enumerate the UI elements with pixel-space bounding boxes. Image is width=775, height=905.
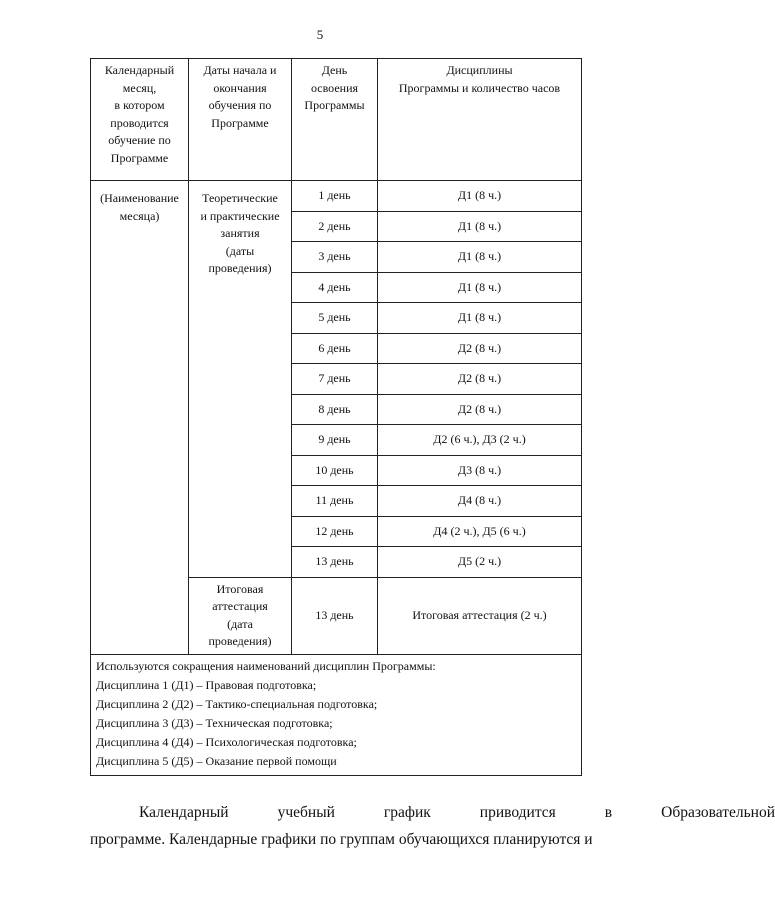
day-cell: 4 день (292, 272, 378, 303)
discipline-cell: Д1 (8 ч.) (378, 211, 582, 242)
day-cell: 3 день (292, 242, 378, 273)
paragraph-word: приводится (479, 804, 556, 821)
day-cell: 13 день (292, 547, 378, 578)
body-paragraph (90, 799, 775, 853)
schedule-table (90, 58, 582, 776)
paragraph-word: Календарный (139, 804, 229, 821)
discipline-cell: Д3 (8 ч.) (378, 455, 582, 486)
discipline-cell: Д2 (6 ч.), Д3 (2 ч.) (378, 425, 582, 456)
header-dates: Даты начала и окончания обучения по Программе (189, 59, 292, 181)
paragraph-line-2: программе. Календарные графики по группам обучающихся планируются и (90, 831, 593, 848)
discipline-cell: Д2 (8 ч.) (378, 394, 582, 425)
abbreviation-line: Дисциплина 5 (Д5) – Оказание первой помощи (96, 753, 337, 768)
final-day-cell: 13 день (292, 577, 378, 654)
day-cell: 11 день (292, 486, 378, 517)
dates-cell: Теоретические и практические занятия (даты проведения) (189, 181, 292, 578)
day-cell: 12 день (292, 516, 378, 547)
day-cell: 5 день (292, 303, 378, 334)
final-discipline-cell: Итоговая аттестация (2 ч.) (378, 577, 582, 654)
discipline-cell: Д4 (2 ч.), Д5 (6 ч.) (378, 516, 582, 547)
final-dates-cell: Итоговая аттестация (дата проведения) (189, 577, 292, 654)
abbreviation-line: Дисциплина 2 (Д2) – Тактико-специальная подготовка; (96, 696, 378, 711)
discipline-cell: Д1 (8 ч.) (378, 242, 582, 273)
month-cell: (Наименование месяца) (91, 181, 189, 655)
discipline-cell: Д1 (8 ч.) (378, 303, 582, 334)
header-day: День освоения Программы (292, 59, 378, 181)
table-row (91, 181, 582, 212)
paragraph-word: график (383, 804, 431, 821)
abbreviation-line: Дисциплина 1 (Д1) – Правовая подготовка; (96, 677, 317, 692)
paragraph-line-1 (90, 799, 775, 826)
abbreviation-line: Дисциплина 4 (Д4) – Психологическая подготовка; (96, 734, 357, 749)
abbreviations-cell (91, 654, 582, 775)
abbreviations-row (91, 654, 582, 775)
paragraph-word: Образовательной (661, 804, 775, 821)
discipline-cell: Д2 (8 ч.) (378, 364, 582, 395)
day-cell: 10 день (292, 455, 378, 486)
day-cell: 2 день (292, 211, 378, 242)
paragraph-word: в (604, 804, 613, 821)
header-month: Календарный месяц, в котором проводится обучение по Программе (91, 59, 189, 181)
day-cell: 9 день (292, 425, 378, 456)
header-disciplines: Дисциплины Программы и количество часов (378, 59, 582, 181)
table-header-row (91, 59, 582, 181)
page-number: 5 (316, 27, 324, 42)
abbreviation-line: Используются сокращения наименований дисциплин Программы: (96, 658, 436, 673)
abbreviation-line: Дисциплина 3 (Д3) – Техническая подготовка; (96, 715, 333, 730)
day-cell: 1 день (292, 181, 378, 212)
discipline-cell: Д1 (8 ч.) (378, 272, 582, 303)
day-cell: 6 день (292, 333, 378, 364)
discipline-cell: Д4 (8 ч.) (378, 486, 582, 517)
discipline-cell: Д1 (8 ч.) (378, 181, 582, 212)
discipline-cell: Д2 (8 ч.) (378, 333, 582, 364)
paragraph-word: учебный (277, 804, 335, 821)
discipline-cell: Д5 (2 ч.) (378, 547, 582, 578)
day-cell: 7 день (292, 364, 378, 395)
day-cell: 8 день (292, 394, 378, 425)
